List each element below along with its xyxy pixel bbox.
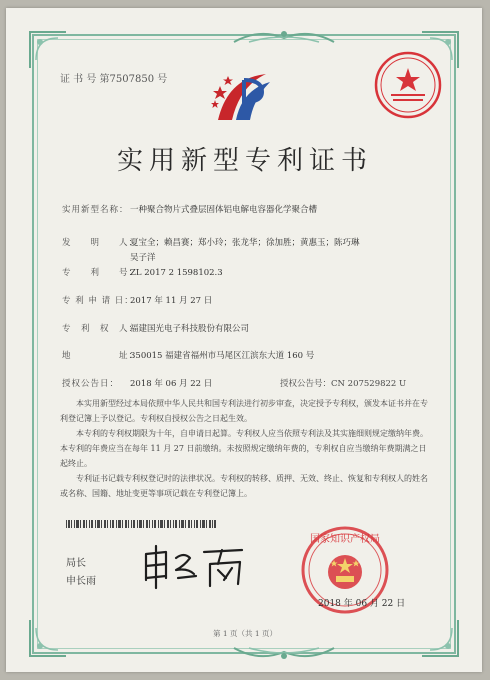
patentee-row: [62, 322, 249, 334]
field-label: 实用新型名称：: [62, 205, 129, 215]
field-label: 授权公告号：: [280, 379, 332, 389]
inventors-row: [62, 236, 360, 248]
bottom-crest-ornament: [229, 644, 339, 662]
field-value: ZL 2017 2 1598102.3: [130, 268, 223, 278]
body-paragraph: 本实用新型经过本局依照中华人民共和国专利法进行初步审查，决定授予专利权，颁发本证书并在专利登记簿上予以登记。专利权自授权公告之日起生效。: [60, 399, 428, 423]
certificate-body: [60, 396, 432, 501]
barcode: [66, 520, 216, 528]
page-number: 第 1 页（共 1 页）: [212, 629, 278, 638]
field-value: 吴子洋: [130, 253, 156, 263]
official-seal-top: [373, 50, 443, 120]
signatory-name: 申长雨: [66, 576, 96, 587]
seal-ring-text: 国家知识产权局: [310, 534, 380, 545]
field-value: 福建国光电子科技股份有限公司: [130, 324, 250, 334]
address-row: [62, 349, 314, 361]
field-value: CN 207529822 U: [331, 379, 407, 389]
seal-date: 2018 年 06 月 22 日: [318, 599, 406, 609]
utility-model-name-row: [62, 203, 317, 215]
field-value: 2018 年 06 月 22 日: [130, 379, 213, 389]
handwritten-signature: [140, 544, 250, 590]
field-label: 专 利 申 请 日：: [62, 296, 134, 306]
patent-office-logo: [210, 68, 274, 124]
field-label: 地 址：: [62, 351, 139, 361]
field-value: 350015 福建省福州市马尾区江滨东大道 160 号: [130, 351, 315, 361]
field-value: 一种聚合物片式叠层固体铝电解电容器化学聚合槽: [130, 205, 318, 215]
grant-number-row: [280, 377, 406, 389]
body-paragraph: 专利证书记载专利权登记时的法律状况。专利权的转移、质押、无效、终止、恢复和专利权人的姓名或名称、国籍、地址变更等事项记载在专利登记簿上。: [60, 474, 428, 498]
field-value: 夏宝全；赖昌赛；郑小玲；张龙华；徐加胜；黄惠玉；陈巧琳: [130, 238, 360, 248]
field-label: 专 利 号：: [62, 268, 139, 278]
field-label: 授权公告日：: [62, 379, 120, 389]
filing-date-row: [62, 294, 212, 306]
corner-ornament: [28, 30, 68, 70]
certificate-title: 实用新型专利证书: [116, 146, 373, 176]
certificate-number: 证 书 号 第7507850 号: [60, 74, 168, 85]
body-paragraph: 本专利的专利权期限为十年，自申请日起算。专利权人应当依照专利法及其实施细则规定缴纳年费。本专利的年费应当在每年 11 月 27 日前缴纳。未按照规定缴纳年费的，专利权自应当缴纳年费期满之日起终止。: [60, 429, 428, 468]
top-crest-ornament: [229, 28, 339, 46]
field-value: 2017 年 11 月 27 日: [130, 296, 213, 306]
field-label: 专 利 权 人：: [62, 324, 139, 334]
inventors-row-continued: [130, 251, 156, 263]
signatory-title: 局长: [66, 558, 86, 569]
patent-number-row: [62, 266, 223, 278]
field-label: 发 明 人：: [62, 238, 139, 248]
grant-date-row: [62, 377, 212, 389]
